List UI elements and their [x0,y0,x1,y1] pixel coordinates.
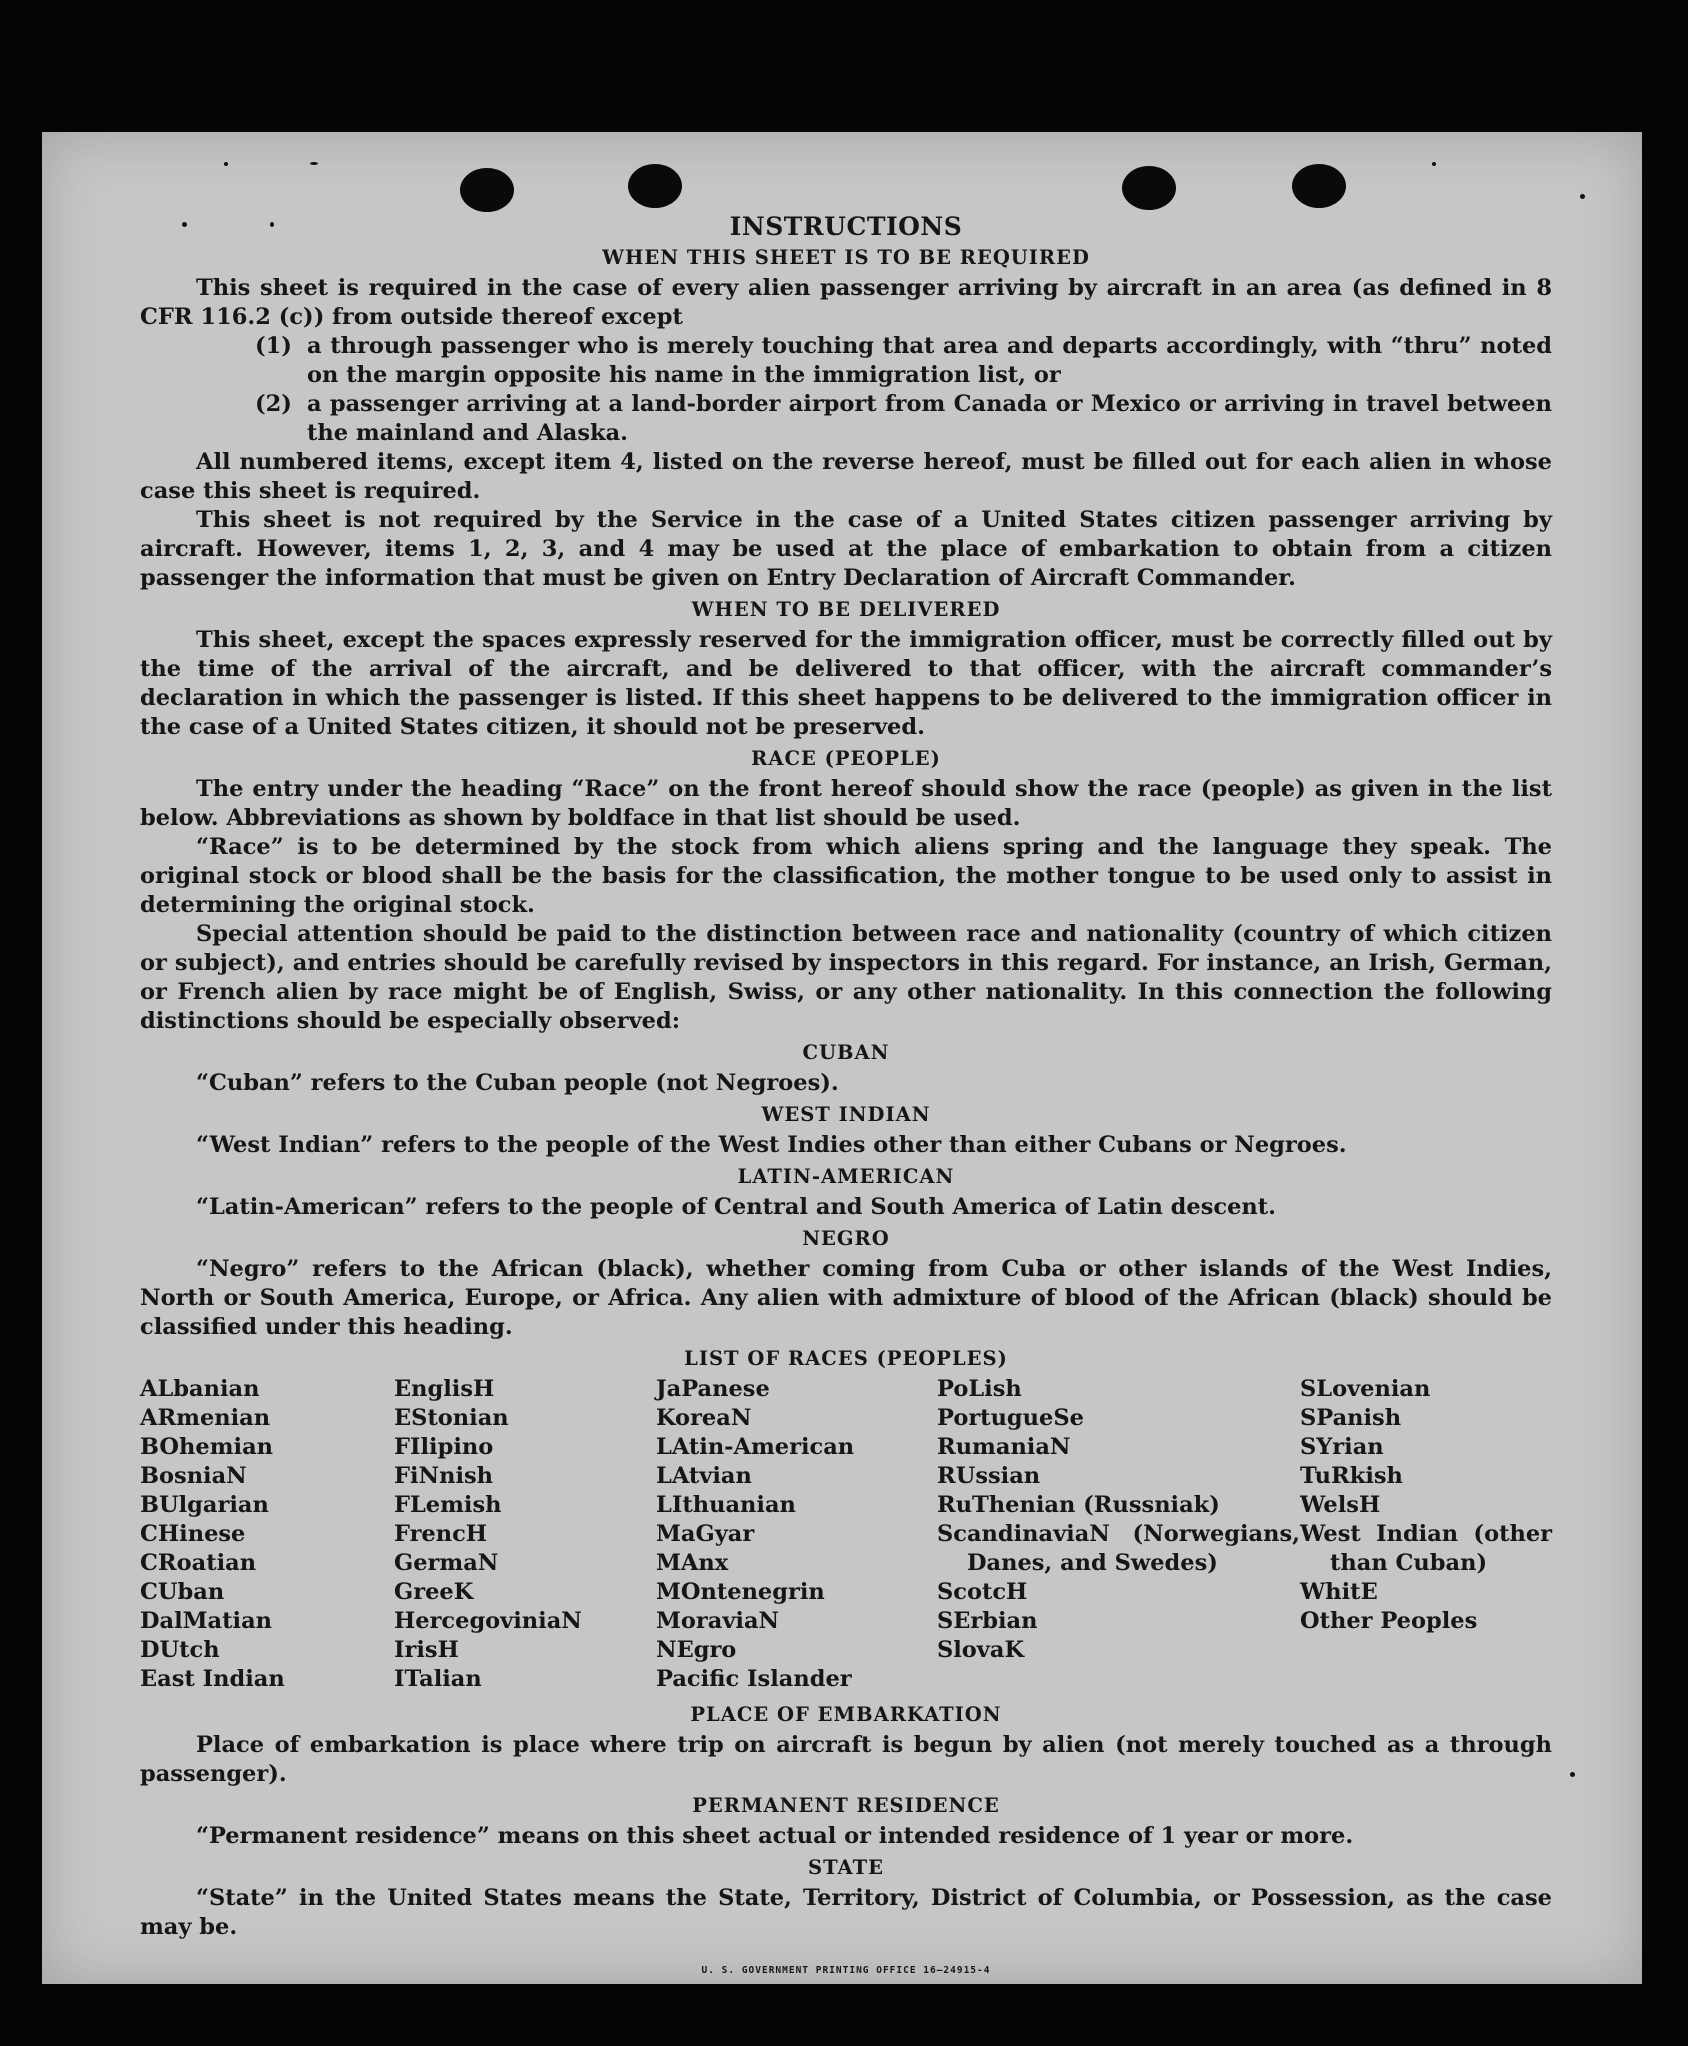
race-entry: SYrian [1300,1434,1384,1460]
residence-text: “Permanent residence” means on this sheet actual or intended residence of 1 year or more. [196,1823,1354,1849]
heading-cuban: CUBAN [802,1041,890,1064]
speck [310,162,318,165]
race-entry: ALbanian [140,1376,260,1402]
race-column-1 [140,1375,394,1694]
race-entry: MoraviaN [656,1608,780,1634]
speck [224,162,228,166]
race-entry: IrisH [394,1637,459,1663]
race-entry: BosniaN [140,1463,247,1489]
race-entry: HercegoviniaN [394,1608,582,1634]
race-entry: GermaN [394,1550,499,1576]
when-required-intro: This sheet is required in the case of every alien passenger arriving by aircraft in an area (as defined in 8 CFR 116.2 (c)) from outside thereof except [140,275,1552,330]
race-entry: FrencH [394,1521,488,1547]
race-column-2 [394,1375,656,1694]
page-title: INSTRUCTIONS [729,212,963,241]
race-entry: LAtin-American [656,1434,855,1460]
race-entry: TuRkish [1300,1463,1403,1489]
race-entry: SLovenian [1300,1376,1431,1402]
race-entry: CRoatian [140,1550,257,1576]
race-entry: ScandinaviaN (Norwegians, Danes, and Swedes) [937,1521,1300,1576]
heading-latin-american: LATIN-AMERICAN [737,1165,955,1188]
speck [1432,162,1436,166]
race-list [140,1375,1552,1694]
race-entry: BOhemian [140,1434,274,1460]
race-entry: JaPanese [656,1376,770,1402]
punch-hole [460,168,514,212]
race-entry: DalMatian [140,1608,273,1634]
cuban-text: “Cuban” refers to the Cuban people (not Negroes). [196,1070,839,1096]
race-entry: NEgro [656,1637,737,1663]
race-entry: RumaniaN [937,1434,1071,1460]
race-entry: EnglisH [394,1376,495,1402]
race-entry: PoLish [937,1376,1022,1402]
exception-item [255,332,1552,390]
exception-text: a through passenger who is merely touching that area and departs accordingly, with “thru” noted on the margin opposite his name in the immigration list, or [307,333,1552,388]
heading-race: RACE (PEOPLE) [751,747,941,770]
race-paragraph-3: Special attention should be paid to the distinction between race and nationality (country of which citizen or subject), and entries should be carefully revised by inspectors in this regard. For instance, an Irish, German, or French alien by race might be of English, Swiss, or any other nationality. In this connection the following distinctions should be especially observed: [140,921,1552,1034]
race-entry: FIlipino [394,1434,494,1460]
exception-number: (2) [255,391,292,417]
state-text: “State” in the United States means the State, Territory, District of Columbia, or Possession, as the case may be. [140,1885,1552,1940]
punch-hole [1122,166,1176,210]
heading-when-required: WHEN THIS SHEET IS TO BE REQUIRED [602,246,1090,269]
latin-american-text: “Latin-American” refers to the people of Central and South America of Latin descent. [196,1194,1276,1220]
numbered-items-paragraph: All numbered items, except item 4, listed on the reverse hereof, must be filled out for each alien in whose case this sheet is required. [140,449,1552,504]
race-entry: CHinese [140,1521,246,1547]
race-entry: PortugueSe [937,1405,1084,1431]
race-entry: East Indian [140,1666,285,1692]
when-delivered-text: This sheet, except the spaces expressly reserved for the immigration officer, must be correctly filled out by the time of the arrival of the aircraft, and be delivered to that officer, with the aircraft commander’s declaration in which the passenger is listed. If this sheet happens to be delivered to the immigration officer in the case of a United States citizen, it should not be preserved. [140,627,1552,740]
race-entry: LAtvian [656,1463,752,1489]
race-entry: LIthuanian [656,1492,796,1518]
race-entry: Other Peoples [1300,1608,1478,1634]
race-entry: MAnx [656,1550,729,1576]
heading-when-delivered: WHEN TO BE DELIVERED [691,598,1001,621]
race-entry: MaGyar [656,1521,755,1547]
race-entry: SErbian [937,1608,1038,1634]
heading-embarkation: PLACE OF EMBARKATION [690,1703,1002,1726]
race-entry: WhitE [1300,1579,1378,1605]
race-entry: GreeK [394,1579,474,1605]
race-entry: KoreaN [656,1405,752,1431]
race-entry: ARmenian [140,1405,271,1431]
exception-text: a passenger arriving at a land-border airport from Canada or Mexico or arriving in travel between the mainland and Alaska. [307,391,1552,446]
race-entry: EStonian [394,1405,509,1431]
west-indian-text: “West Indian” refers to the people of the West Indies other than either Cubans or Negroes. [196,1132,1347,1158]
heading-residence: PERMANENT RESIDENCE [692,1794,1000,1817]
race-entry: FLemish [394,1492,502,1518]
document-sheet [42,132,1642,1984]
citizen-paragraph: This sheet is not required by the Service in the case of a United States citizen passenger arriving by aircraft. However, items 1, 2, 3, and 4 may be used at the place of embarkation to obtain from a citizen passenger the information that must be given on Entry Declaration of Aircraft Commander. [140,507,1552,591]
race-paragraph-1: The entry under the heading “Race” on the front hereof should show the race (people) as given in the list below. Abbreviations as shown by boldface in that list should be used. [140,776,1552,831]
race-entry: MOntenegrin [656,1579,825,1605]
race-entry: West Indian (other than Cuban) [1300,1521,1552,1576]
race-entry: Pacific Islander [656,1666,852,1692]
race-entry: WelsH [1300,1492,1381,1518]
race-entry: ScotcH [937,1579,1028,1605]
race-entry: SPanish [1300,1405,1402,1431]
heading-west-indian: WEST INDIAN [761,1103,931,1126]
race-column-3 [656,1375,937,1694]
race-entry: FiNnish [394,1463,494,1489]
exception-number: (1) [255,333,292,359]
race-entry: RUssian [937,1463,1041,1489]
race-entry: RuThenian (Russniak) [937,1492,1220,1518]
race-entry: BUlgarian [140,1492,269,1518]
race-column-4 [937,1375,1300,1694]
race-column-5 [1300,1375,1552,1694]
heading-negro: NEGRO [802,1227,890,1250]
exception-item [255,390,1552,448]
race-entry: DUtch [140,1637,220,1663]
speck [1580,194,1585,199]
race-entry: ITalian [394,1666,482,1692]
negro-text: “Negro” refers to the African (black), whether coming from Cuba or other islands of the West Indies, North or South America, Europe, or Africa. Any alien with admixture of blood of the African (black) should be classified under this heading. [140,1256,1552,1340]
heading-list-of-races: LIST OF RACES (PEOPLES) [684,1347,1008,1370]
printing-office-imprint: U. S. GOVERNMENT PRINTING OFFICE 16—24915-4 [701,1965,991,1976]
race-entry: SlovaK [937,1637,1025,1663]
speck [1570,1772,1575,1777]
embarkation-text: Place of embarkation is place where trip on aircraft is begun by alien (not merely touched as a through passenger). [140,1732,1552,1787]
instructions-content [140,212,1552,1985]
race-paragraph-2: “Race” is to be determined by the stock from which aliens spring and the language they speak. The original stock or blood shall be the basis for the classification, the mother tongue to be used only to assist in determining the original stock. [140,834,1552,918]
punch-hole [1292,164,1346,208]
race-entry: CUban [140,1579,225,1605]
heading-state: STATE [808,1856,884,1879]
punch-hole [628,164,682,208]
